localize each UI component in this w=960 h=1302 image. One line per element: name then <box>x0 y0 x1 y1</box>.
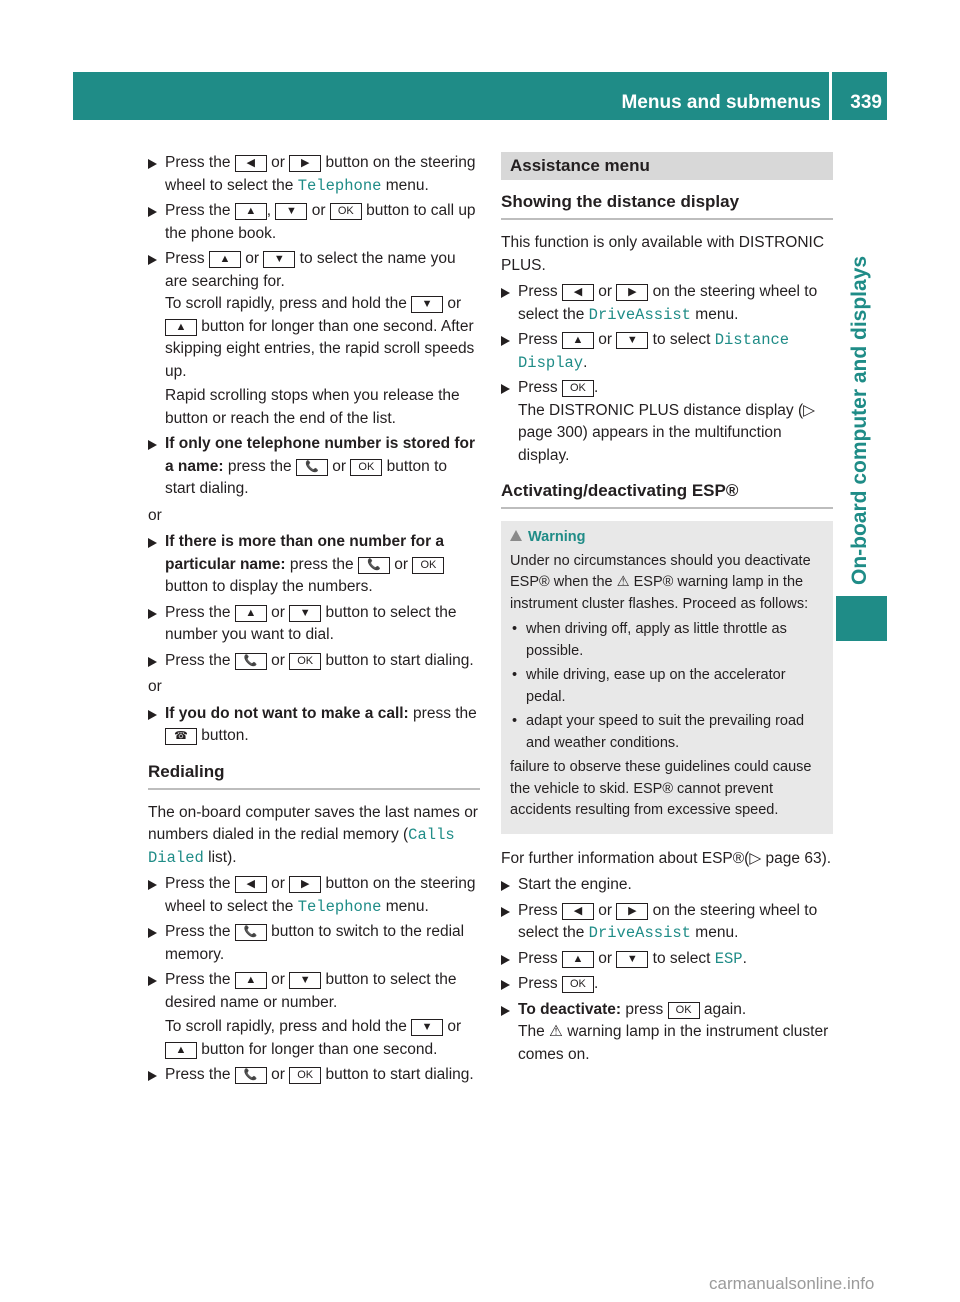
page-header <box>73 72 887 120</box>
phone-icon: 📞 <box>235 1067 267 1084</box>
ok-button-icon: OK <box>412 557 444 574</box>
esp-further-info: For further information about ESP®(▷ page 63). <box>501 849 832 867</box>
warning-title: Warning <box>510 527 825 549</box>
left-column <box>148 152 480 1090</box>
down-button-icon: ▼ <box>289 605 321 622</box>
redial-step-switch: Press the 📞 button to switch to the redial memory. <box>148 921 480 966</box>
or-text: or <box>148 506 162 524</box>
right-column <box>501 152 833 1069</box>
up-button-icon: ▲ <box>562 332 594 349</box>
esp-heading: Activating/deactivating ESP® <box>501 481 833 509</box>
down-button-icon: ▼ <box>616 332 648 349</box>
warning-box: Warning Under no circumstances should you deactivate ESP® when the ⚠ ESP® warning lamp in the instrument cluster flashes. Proceed as follows: • when driving off, apply as little throttle as possible. • while driving, ease up on the accelerator pedal. • adapt your speed to suit the prevailing road and weather conditions. failure to observe these guidelines could cause the vehicle to skid. ESP® cannot prevent accidents resulting from excessive speed. <box>501 521 833 834</box>
step-no-call: If you do not want to make a call: press the ☎ button. <box>148 703 480 748</box>
or-text: or <box>148 678 162 695</box>
up-button-icon: ▲ <box>209 251 241 268</box>
down-button-icon: ▼ <box>616 951 648 968</box>
right-arrow-button-icon: ▶ <box>289 155 321 172</box>
up-button-icon: ▲ <box>235 605 267 622</box>
ok-button-icon: OK <box>289 653 321 670</box>
down-button-icon: ▼ <box>275 203 307 220</box>
step-phone-book: Press the ▲ , ▼ or OK button to call up the phone book. <box>148 200 480 245</box>
step-select-name: Press ▲ or ▼ to select the name you are searching for. To scroll rapidly, press and hold the ▼ or ▲ button for longer than one second. After skipping eight entries, the rapid scroll speeds up. Rapid scrolling stops when you release the button or reach the end of the list. <box>148 248 480 430</box>
distance-display-heading: Showing the distance display <box>501 192 833 220</box>
warning-triangle-icon <box>510 530 522 541</box>
right-arrow-button-icon: ▶ <box>616 284 648 301</box>
distance-step-ok: Press OK . The DISTRONIC PLUS distance display (▷ page 300) appears in the multifunction display. <box>501 377 833 467</box>
distance-step-select: Press ▲ or ▼ to select Distance Display. <box>501 329 833 374</box>
redialing-intro: The on-board computer saves the last names or numbers dialed in the redial memory (Calls Dialed list). <box>148 803 478 867</box>
redial-step-select: Press the ▲ or ▼ button to select the desired name or number. To scroll rapidly, press and hold the ▼ or ▲ button for longer than one second. <box>148 969 480 1061</box>
esp-step-start-engine: Start the engine. <box>501 874 833 897</box>
warning-bullet: • adapt your speed to suit the prevailing road and weather conditions. <box>510 711 825 754</box>
step-select-number: Press the ▲ or ▼ button to select the number you want to dial. <box>148 602 480 647</box>
ok-button-icon: OK <box>350 459 382 476</box>
ok-button-icon: OK <box>330 203 362 220</box>
left-arrow-button-icon: ◀ <box>235 876 267 893</box>
side-tab-title: On-board computer and displays <box>848 255 871 585</box>
up-button-icon: ▲ <box>562 951 594 968</box>
phone-icon: 📞 <box>358 557 390 574</box>
down-button-icon: ▼ <box>263 251 295 268</box>
phone-icon: 📞 <box>235 653 267 670</box>
side-tab-block <box>836 596 887 641</box>
redial-step-dial: Press the 📞 or OK button to start dialing. <box>148 1064 480 1087</box>
esp-step-deactivate: To deactivate: press OK again. The ⚠ warning lamp in the instrument cluster comes on. <box>501 999 833 1067</box>
right-arrow-button-icon: ▶ <box>616 903 648 920</box>
ok-button-icon: OK <box>668 1002 700 1019</box>
phone-icon: 📞 <box>235 924 267 941</box>
down-button-icon: ▼ <box>289 972 321 989</box>
up-button-icon: ▲ <box>235 203 267 220</box>
ok-button-icon: OK <box>562 380 594 397</box>
assistance-menu-heading: Assistance menu <box>501 152 833 180</box>
hang-up-icon: ☎ <box>165 728 197 745</box>
warning-bullet: • when driving off, apply as little throttle as possible. <box>510 619 825 662</box>
left-arrow-button-icon: ◀ <box>562 903 594 920</box>
step-start-dialing: Press the 📞 or OK button to start dialing. <box>148 650 480 673</box>
warning-bullet: • while driving, ease up on the accelerator pedal. <box>510 665 825 708</box>
left-arrow-button-icon: ◀ <box>235 155 267 172</box>
phone-icon: 📞 <box>296 459 328 476</box>
down-button-icon: ▼ <box>411 296 443 313</box>
redialing-heading: Redialing <box>148 762 480 790</box>
up-button-icon: ▲ <box>235 972 267 989</box>
down-button-icon: ▼ <box>411 1019 443 1036</box>
esp-step-ok: Press OK . <box>501 973 833 996</box>
esp-step-select: Press ▲ or ▼ to select ESP. <box>501 948 833 971</box>
watermark: carmanualsonline.info <box>709 1274 875 1293</box>
step-select-telephone: Press the ◀ or ▶ button on the steering wheel to select the Telephone menu. <box>148 152 480 197</box>
header-title: Menus and submenus <box>621 92 821 113</box>
ok-button-icon: OK <box>562 976 594 993</box>
left-arrow-button-icon: ◀ <box>562 284 594 301</box>
up-button-icon: ▲ <box>165 319 197 336</box>
ok-button-icon: OK <box>289 1067 321 1084</box>
step-single-number: If only one telephone number is stored for a name: press the 📞 or OK button to start dialing. <box>148 433 480 501</box>
distance-step-driveassist: Press ◀ or ▶ on the steering wheel to select the DriveAssist menu. <box>501 281 833 326</box>
header-separator <box>829 72 832 120</box>
step-multiple-numbers: If there is more than one number for a particular name: press the 📞 or OK button to display the numbers. <box>148 531 480 599</box>
redial-step-select-telephone: Press the ◀ or ▶ button on the steering wheel to select the Telephone menu. <box>148 873 480 918</box>
distance-intro: This function is only available with DISTRONIC PLUS. <box>501 234 825 274</box>
menu-name: Telephone <box>297 176 382 195</box>
right-arrow-button-icon: ▶ <box>289 876 321 893</box>
esp-step-driveassist: Press ◀ or ▶ on the steering wheel to select the DriveAssist menu. <box>501 900 833 945</box>
page-number: 339 <box>850 92 882 113</box>
up-button-icon: ▲ <box>165 1042 197 1059</box>
